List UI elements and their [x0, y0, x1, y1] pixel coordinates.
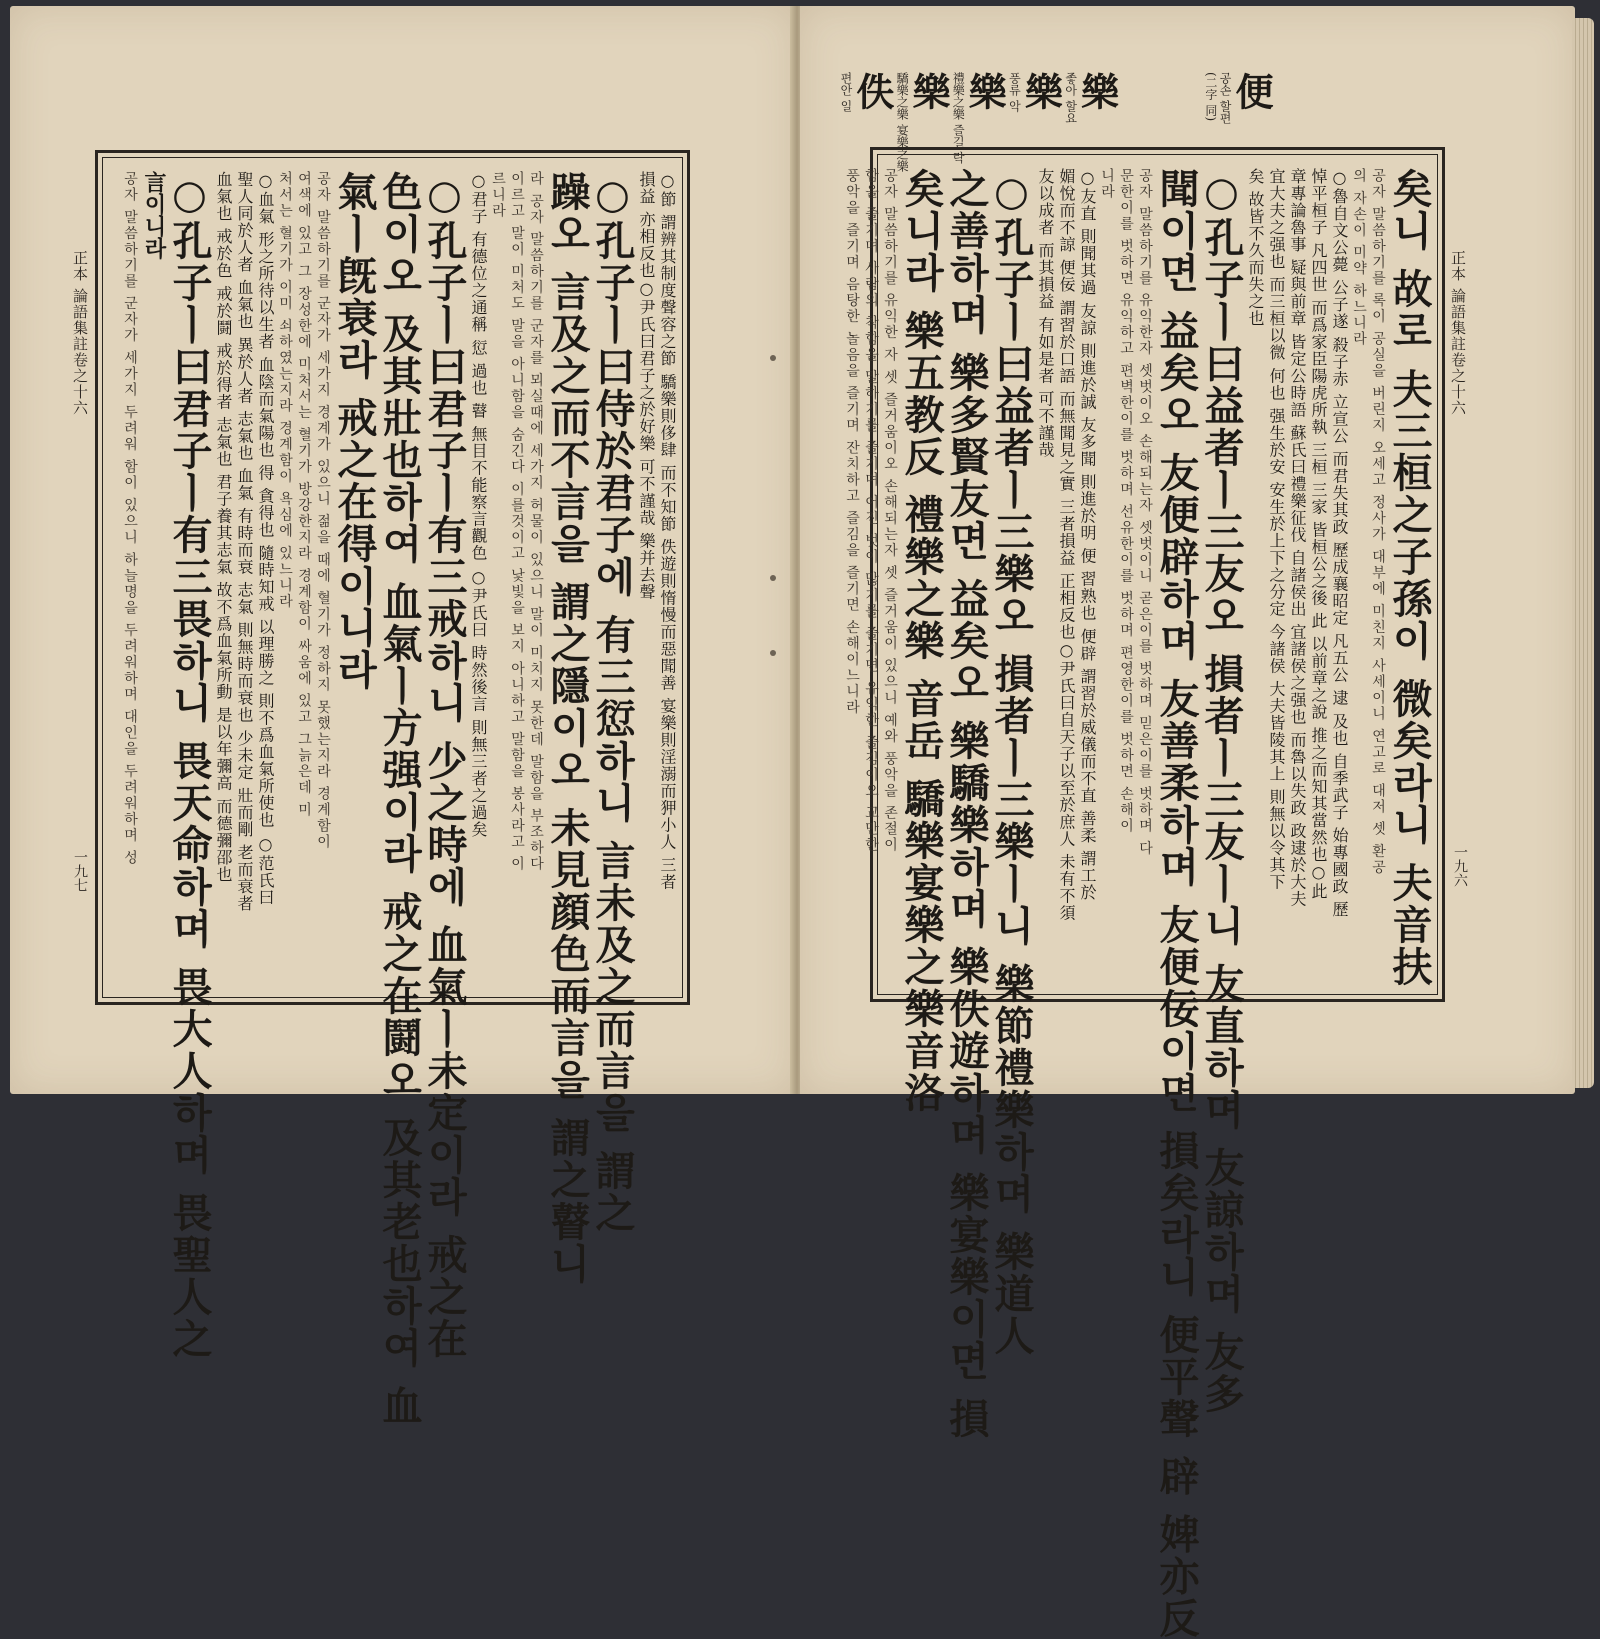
gloss-note: 禮樂之樂 즐길 락 [951, 72, 966, 164]
gloss-note: 풍류 악 [1007, 72, 1022, 112]
left-folio: 一九七 [72, 850, 88, 892]
gloss-note: 편안 일 [838, 72, 853, 112]
right-column: 함을 즐기며 사람의 착함을 말하기를 즐기며 어진 벗이 많기를 즐기면 유익한 즐김이오 교만한 [863, 168, 879, 854]
left-column: 처서는 혈기가 이미 쇠하였는지라 경계함이 욕심에 있느니라 [277, 171, 293, 610]
left-column: 이르고 말이 미처도 말을 아니함을 숨긴다 이를것이고 낯빛을 보지 아니하고 말함을 봉사라고 이 [509, 171, 525, 873]
gloss-character: 樂 [1074, 72, 1120, 110]
right-column: ○孔子ㅣ曰益者ㅣ三樂오 損者ㅣ三樂ㅣ니 樂節禮樂하며 樂道人 [988, 168, 1035, 1357]
left-column: ○君子 有德位之通稱 愆 過也 瞽 無目不能察言觀色 ○尹氏曰 時然後言 則無三者之過矣 [469, 171, 488, 838]
right-column: 章專論魯事 疑與前章 皆定公時語 蘇氏曰禮樂征伐 自諸侯出 宜諸侯之强也 而魯以失政 政逮於大夫 [1288, 168, 1307, 908]
right-column: 풍악을 즐기며 음탕한 놀음을 즐기며 잔치하고 즐김을 즐기면 손해이느니라 [844, 168, 860, 716]
binding-hole [770, 355, 776, 361]
left-column: 血氣也 戒於色 戒於鬪 戒於得者 志氣也 君子養其志氣 故不爲血氣所動 是以年彌高 而德彌邵也 [214, 171, 233, 883]
left-column: 라 공자 말씀하기를 군자를 뫼실때에 세가지 허물이 있으니 말이 미치지 못한데 말함을 부조하다 [528, 171, 544, 873]
left-column: 공자 말씀하기를 군자가 세가지 경계가 있으니 젊을 때에 혈기가 정하지 못했는지라 경계함이 [315, 171, 331, 850]
left-column: 여색에 있고 그 장성한에 미처서는 혈기가 방강한지라 경계함이 싸움에 있고 그늙은데 미 [296, 171, 312, 818]
right-column: 공자 말씀하기를 록이 공실을 버린지 오세고 정사가 대부에 미친지 사세이니 연고로 대저 셋 환공 [1370, 168, 1386, 876]
right-column: ○孔子ㅣ曰益者ㅣ三友오 損者ㅣ三友ㅣ니 友直하며 友諒하며 友多 [1198, 168, 1245, 1415]
left-column: 공자 말씀하기를 군자가 세가지 두려워 함이 있으니 하늘명을 두려워하며 대인을 두려워하며 성 [122, 171, 138, 866]
left-column: 르니라 [490, 171, 506, 219]
left-column: ○孔子ㅣ曰君子ㅣ有三戒하니 少之時에 血氣ㅣ未定이라 戒之在 [421, 171, 468, 1360]
right-text-frame [844, 147, 1445, 1639]
right-column: 矣니라 樂五教反 禮樂之樂 音岳 驕樂宴樂之樂音洛 [898, 168, 945, 1114]
right-running-head: 正本 論語集註卷之十六 [1449, 250, 1467, 416]
right-column: 공자 말씀하기를 유익한자 셋벗이오 손해되는자 셋벗이니 곧은이를 벗하며 믿은이를 벗하며 다 [1137, 168, 1153, 857]
gloss-character: 佚 [849, 72, 895, 110]
left-column: 言이니라 [141, 171, 167, 259]
right-column: 공자 말씀하기를 유익한 자 셋 즐거움이오 손해되는자 셋 즐거움이 있으니 예와 풍악을 존절이 [882, 168, 898, 854]
right-column: 문한이를 벗하면 유익하고 편벽한이를 벗하며 선유한이를 벗하며 편영한이를 벗하면 손해이 [1118, 168, 1134, 835]
gloss-note: 驕樂之樂 宴樂之樂 [895, 72, 910, 172]
left-column: 色이오 及其壯也하여 血氣ㅣ方强이라 戒之在鬪오 及其老也하여 血 [376, 171, 423, 1427]
right-column: 矣 故皆不久而失之也 [1246, 168, 1265, 328]
gloss-note: 좋아 할요 [1063, 72, 1078, 124]
gloss-note: 공손 할편 [1218, 72, 1232, 124]
gloss-subnote: (二字 同) [1203, 72, 1218, 122]
right-column: 矣니 故로 夫三桓之子孫이 微矣라니 夫音扶 [1386, 168, 1433, 988]
right-column: 聞이면 益矣오 友便辟하며 友善柔하며 友便佞이면 損矣라니 便平聲 辟 婢亦反 [1153, 168, 1200, 1639]
left-running-head: 正本 論語集註卷之十六 [71, 250, 89, 416]
binding-hole [770, 575, 776, 581]
gloss-character: 樂 [962, 72, 1008, 110]
right-column: 友以成者 而其損益 有如是者 可不謹哉 [1036, 168, 1055, 459]
gloss-character: 樂 [906, 72, 952, 110]
right-column: ○友直 則聞其過 友諒 則進於誠 友多聞 則進於明 便 習熟也 便辟 謂習於威儀而不直 善柔 謂工於 [1078, 168, 1097, 901]
left-column: 聖人同於人者 血氣也 異於人者 志氣也 血氣 有時而衰 志氣 則無時而衰也 少未定 壯而剛 老而衰者 [235, 171, 254, 912]
left-column: 損益 亦相反也○尹氏曰君子之於好樂 可不謹哉 樂并去聲 [637, 171, 656, 601]
right-column: 悼平桓子 凡四世 而爲家臣陽虎所執 三桓 三家 皆桓公之後 此 以前章之說 推之而知其當然也○此 [1309, 168, 1328, 900]
left-text-frame [95, 150, 690, 1427]
page-edges [1572, 18, 1594, 1088]
right-column: 니라 [1099, 168, 1115, 200]
left-column: ○孔子ㅣ曰君子ㅣ有三畏하니 畏天命하며 畏大人하며 畏聖人之 [166, 171, 213, 1360]
right-folio: 一九六 [1452, 845, 1468, 887]
left-column: 氣ㅣ旣衰라 戒之在得이니라 [331, 171, 378, 691]
right-column: 宜大夫之强也 而三桓以微 何也 强生於安 安生於上下之分定 今諸侯 大夫皆陵其上 則無以令其下 [1267, 168, 1286, 891]
right-column: 之善하며 樂多賢友면 益矣오 樂驕樂하며 樂佚遊하며 樂宴樂이면 損 [943, 168, 990, 1440]
left-column: ○血氣 形之所待以生者 血陰而氣陽也 得 貪得也 隨時知戒 以理勝之 則不爲血氣所使也 ○范氏曰 [256, 171, 275, 906]
left-column: 躁오 言及之而不言을 謂之隱이오 未見顔色而言을 謂之瞽니 [544, 171, 591, 1285]
right-column: 媚悅而不諒 便佞 謂習於口語 而無聞見之實 三者損益 正相反也○尹氏曰自天子以至於庶人 未有不須 [1057, 168, 1076, 922]
right-column: 의 자손이 미약 하느니라 [1351, 168, 1367, 348]
left-column: ○節 謂辨其制度聲容之節 驕樂則侈肆 而不知節 佚遊則惰慢而惡聞善 宴樂則淫溺而狎小人 三者 [658, 171, 677, 891]
right-column: ○魯自文公薨 公子遂 殺子赤 立宣公 而君失其政 歷成襄昭定 凡五公 逮 及也 自季武子 始專國政 歷 [1330, 168, 1349, 918]
binding-hole [770, 650, 776, 656]
gloss-character: 樂 [1018, 72, 1064, 110]
left-column: ○孔子ㅣ曰侍於君子에 有三愆하니 言未及之而言을 謂之 [589, 171, 636, 1234]
gloss-character: 便 [1229, 72, 1274, 110]
